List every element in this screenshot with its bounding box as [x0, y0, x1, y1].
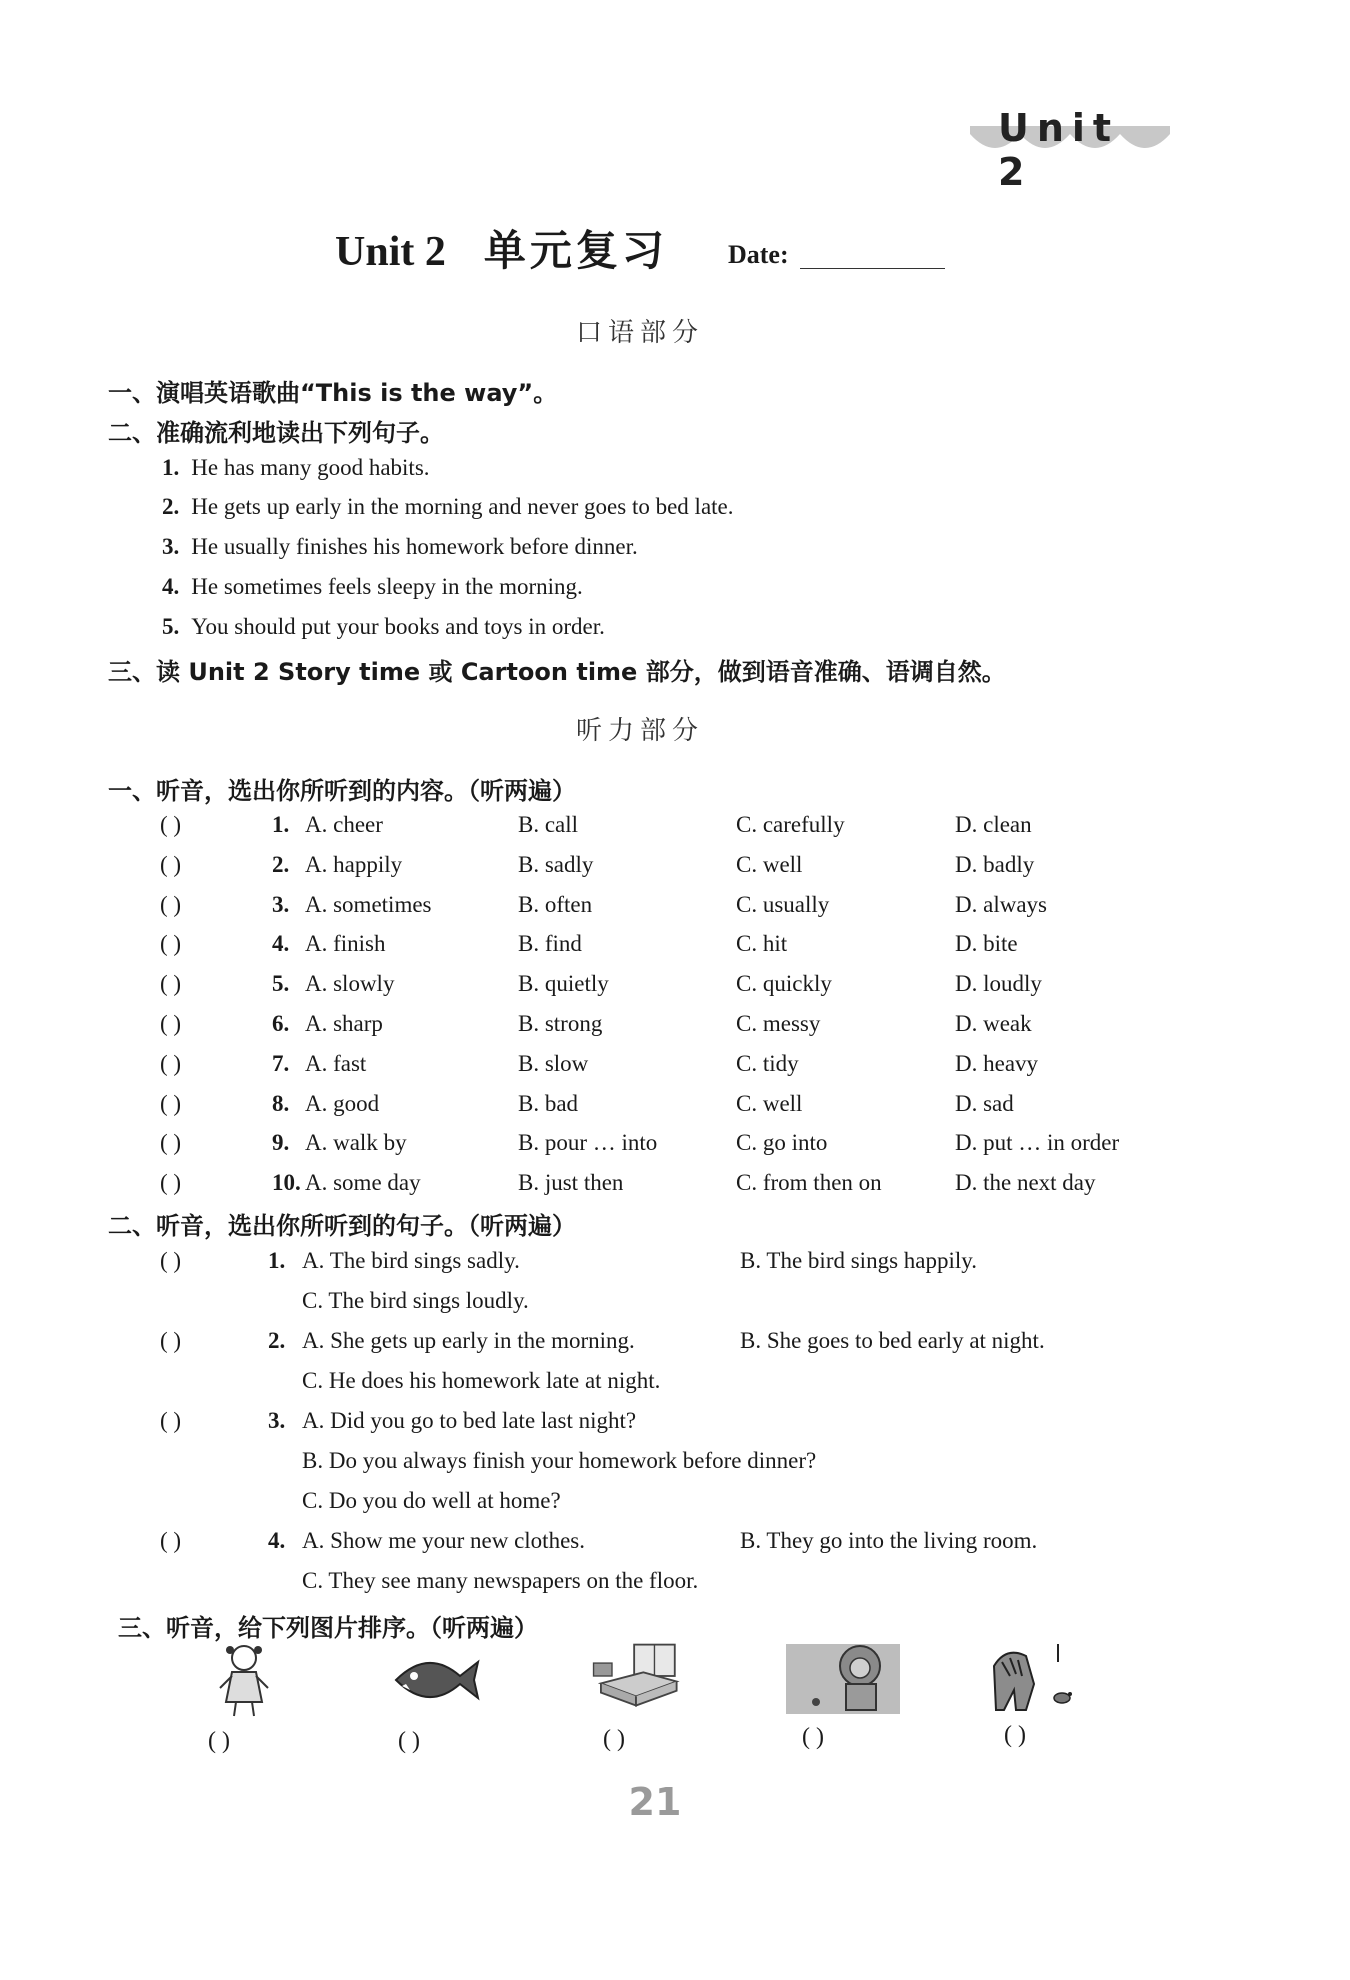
option-b: B. She goes to bed early at night. [740, 1328, 1045, 1353]
option-a: A. some day [305, 1170, 421, 1196]
option-a: A. sharp [305, 1011, 383, 1036]
option-b: B. often [518, 891, 593, 917]
option-d: D. sad [955, 1090, 1014, 1116]
option-c: C. The bird sings loudly. [302, 1288, 529, 1313]
option-d: D. loudly [955, 971, 1042, 997]
option-d: D. the next day [955, 1170, 1096, 1196]
picture-answer-blank[interactable]: ( ) [802, 1724, 824, 1750]
oral-part1: 一、演唱英语歌曲“This is the way”。 [108, 379, 558, 407]
option-c: C. They see many newspapers on the floor. [302, 1568, 699, 1593]
word-question-row [160, 1051, 1220, 1091]
answer-blank[interactable]: ( ) [160, 1328, 182, 1353]
girl-icon [196, 1640, 292, 1720]
word-question-row [160, 931, 1220, 971]
option-c: C. usually [736, 891, 830, 917]
date-label: Date: [728, 240, 789, 269]
option-c: C. Do you do well at home? [302, 1488, 561, 1513]
option-d: D. clean [955, 812, 1032, 837]
option-a: A. sometimes [305, 891, 432, 917]
option-b: B. quietly [518, 971, 609, 997]
title-cn: 单元复习 [483, 226, 668, 275]
option-b: B. Do you always finish your homework before dinner? [302, 1448, 817, 1473]
option-c: C. well [736, 851, 803, 877]
sentence-question-cont [160, 1568, 1220, 1608]
page-title [335, 218, 668, 278]
word-question-row [160, 852, 1220, 892]
oral-sentence: 1. He has many good habits. [162, 455, 430, 480]
option-b: B. pour … into [518, 1130, 658, 1156]
option-b: B. They go into the living room. [740, 1528, 1038, 1553]
option-c: C. go into [736, 1130, 828, 1156]
option-a: A. Show me your new clothes. [302, 1528, 585, 1553]
listening-part3: 三、听音，给下列图片排序。（听两遍） [118, 1614, 538, 1642]
option-a: A. Did you go to bed late last night? [302, 1408, 637, 1433]
option-a: A. cheer [305, 812, 383, 837]
option-b: B. call [518, 812, 579, 837]
word-question-row [160, 812, 1220, 852]
answer-blank[interactable]: ( ) [160, 1170, 182, 1196]
question-number: 1. [272, 812, 290, 837]
sentence-question-cont [160, 1448, 1220, 1488]
option-a: A. walk by [305, 1130, 407, 1156]
picture-answer-blank[interactable]: ( ) [208, 1728, 230, 1754]
question-number: 6. [272, 1011, 290, 1036]
option-d: D. always [955, 891, 1047, 917]
option-b: B. slow [518, 1050, 589, 1076]
listening-heading: 听力部分 [575, 716, 704, 746]
answer-blank[interactable]: ( ) [160, 931, 182, 957]
picture-answer-blank[interactable]: ( ) [603, 1726, 625, 1752]
question-number: 3. [272, 891, 290, 917]
listening-part2: 二、听音，选出你所听到的句子。（听两遍） [108, 1212, 576, 1240]
option-c: C. well [736, 1090, 803, 1116]
answer-blank[interactable]: ( ) [160, 812, 182, 837]
option-c: C. from then on [736, 1170, 882, 1196]
listening-part1: 一、听音，选出你所听到的内容。（听两遍） [108, 777, 576, 805]
oral-part2: 二、准确流利地读出下列句子。 [108, 419, 444, 447]
sentence-question-cont [160, 1488, 1220, 1528]
option-a: A. fast [305, 1050, 367, 1076]
question-number: 2. [272, 851, 290, 877]
word-question-row [160, 1011, 1220, 1051]
title-en: Unit 2 [335, 229, 446, 275]
answer-blank[interactable]: ( ) [160, 1408, 182, 1433]
picture-answer-blank[interactable]: ( ) [398, 1728, 420, 1754]
question-number: 10. [272, 1170, 301, 1196]
sentence-question: ( ) 2. A. She gets up early in the morning. B. She goes to bed early at night. [160, 1328, 1045, 1353]
option-b: B. just then [518, 1170, 624, 1196]
option-c: C. tidy [736, 1050, 799, 1076]
word-question-row [160, 971, 1220, 1011]
word-question-row [160, 1170, 1220, 1210]
option-b: B. find [518, 931, 582, 957]
option-c: C. hit [736, 931, 788, 957]
page-number: 21 [628, 1780, 682, 1824]
option-a: A. happily [305, 851, 403, 877]
lion-icon [784, 1632, 902, 1720]
answer-blank[interactable]: ( ) [160, 1050, 182, 1076]
option-b: B. strong [518, 1011, 603, 1036]
unit-badge-label: Unit 2 [998, 106, 1120, 194]
sentence-question-cont [160, 1368, 1220, 1408]
option-d: D. heavy [955, 1050, 1039, 1076]
answer-blank[interactable]: ( ) [160, 1130, 182, 1156]
answer-blank[interactable]: ( ) [160, 1090, 182, 1116]
option-d: D. bite [955, 931, 1018, 957]
word-question-row [160, 1130, 1220, 1170]
oral-sentence: 5. You should put your books and toys in order. [162, 614, 605, 639]
question-number: 5. [272, 971, 290, 997]
oral-part3: 三、读 Unit 2 Story time 或 Cartoon time 部分，做到语音准确、语调自然。 [108, 658, 1006, 686]
option-c: C. carefully [736, 812, 845, 837]
word-question-row [160, 892, 1220, 932]
option-a: A. slowly [305, 971, 395, 997]
answer-blank[interactable]: ( ) [160, 891, 182, 917]
sentence-question: ( ) 3. A. Did you go to bed late last night? [160, 1408, 637, 1433]
bedroom-icon [588, 1636, 684, 1716]
option-d: D. badly [955, 851, 1035, 877]
answer-blank[interactable]: ( ) [160, 1528, 182, 1553]
option-b: B. The bird sings happily. [740, 1248, 978, 1273]
sentence-question: ( ) 4. A. Show me your new clothes. B. They go into the living room. [160, 1528, 1038, 1553]
word-question-row [160, 1091, 1220, 1131]
unit-badge [970, 100, 1170, 194]
sentence-question: ( ) 1. A. The bird sings sadly. B. The bird sings happily. [160, 1248, 978, 1273]
date-blank[interactable] [800, 268, 945, 269]
tiger-mouse-icon [986, 1636, 1082, 1716]
answer-blank[interactable]: ( ) [160, 971, 182, 997]
option-c: C. He does his homework late at night. [302, 1368, 661, 1393]
option-a: A. finish [305, 931, 386, 957]
option-a: A. good [305, 1090, 380, 1116]
oral-sentence: 3. He usually finishes his homework before dinner. [162, 534, 638, 559]
option-d: D. put … in order [955, 1130, 1120, 1156]
oral-sentence: 2. He gets up early in the morning and never goes to bed late. [162, 494, 734, 519]
option-b: B. sadly [518, 851, 594, 877]
fish-icon [388, 1640, 484, 1720]
sentence-question-cont [160, 1288, 1220, 1328]
option-d: D. weak [955, 1011, 1032, 1036]
answer-blank[interactable]: ( ) [160, 1011, 182, 1036]
picture-answer-blank[interactable]: ( ) [1004, 1722, 1026, 1748]
question-number: 7. [272, 1050, 290, 1076]
answer-blank[interactable]: ( ) [160, 1248, 182, 1273]
oral-sentence: 4. He sometimes feels sleepy in the morning. [162, 574, 583, 599]
question-number: 9. [272, 1130, 290, 1156]
option-a: A. The bird sings sadly. [302, 1248, 520, 1273]
oral-heading: 口语部分 [575, 318, 704, 348]
question-number: 4. [272, 931, 290, 957]
question-number: 8. [272, 1090, 290, 1116]
option-a: A. She gets up early in the morning. [302, 1328, 635, 1353]
answer-blank[interactable]: ( ) [160, 851, 182, 877]
option-c: C. quickly [736, 971, 832, 997]
option-c: C. messy [736, 1011, 821, 1036]
option-b: B. bad [518, 1090, 579, 1116]
